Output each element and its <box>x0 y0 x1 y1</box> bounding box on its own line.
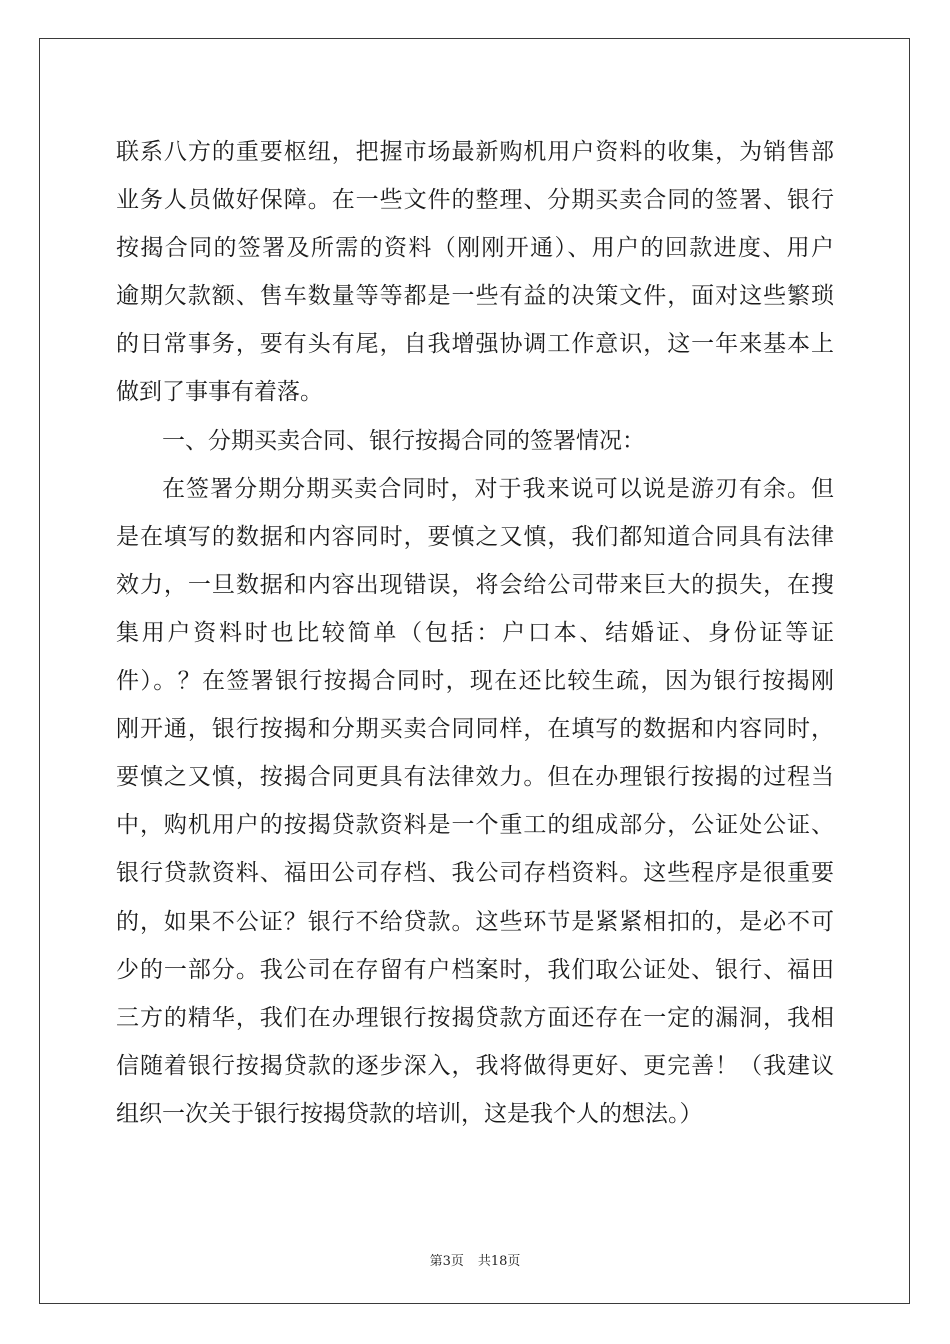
text-line: 件）。？在签署银行按揭合同时，现在还比较生疏，因为银行按揭刚 <box>116 668 834 695</box>
text-line: 三方的精华，我们在办理银行按揭贷款方面还存在一定的漏洞，我相 <box>116 1004 834 1031</box>
text-line: 要慎之又慎，按揭合同更具有法律效力。但在办理银行按揭的过程当 <box>116 764 834 791</box>
text-line: 的，如果不公证？银行不给贷款。这些环节是紧紧相扣的，是必不可 <box>116 908 834 935</box>
text-line: 在签署分期分期买卖合同时，对于我来说可以说是游刃有余。但 <box>162 475 834 502</box>
text-line: 业务人员做好保障。在一些文件的整理、分期买卖合同的签署、银行 <box>116 187 834 214</box>
text-line: 银行贷款资料、福田公司存档、我公司存档资料。这些程序是很重要 <box>116 860 834 887</box>
text-line: 逾期欠款额、售车数量等等都是一些有益的决策文件，面对这些繁琐 <box>116 283 834 310</box>
text-line: 信随着银行按揭贷款的逐步深入，我将做得更好、更完善！（我建议 <box>116 1052 834 1079</box>
text-line: 按揭合同的签署及所需的资料（刚刚开通）、用户的回款进度、用户 <box>116 235 834 262</box>
text-line: 的日常事务，要有头有尾，自我增强协调工作意识，这一年来基本上 <box>116 331 834 358</box>
text-line: 集用户资料时也比较简单（包括：户口本、结婚证、身份证等证 <box>116 619 834 646</box>
page-number: 第3页 <box>429 1254 464 1269</box>
page-footer <box>0 1250 950 1269</box>
text-line: 中，购机用户的按揭贷款资料是一个重工的组成部分，公证处公证、 <box>116 812 834 839</box>
text-line: 组织一次关于银行按揭贷款的培训，这是我个人的想法。） <box>116 1100 703 1127</box>
text-line: 效力，一旦数据和内容出现错误，将会给公司带来巨大的损失，在搜 <box>116 571 834 598</box>
text-line: 是在填写的数据和内容同时，要慎之又慎，我们都知道合同具有法律 <box>116 523 834 550</box>
text-line: 少的一部分。我公司在存留有户档案时，我们取公证处、银行、福田 <box>116 956 834 983</box>
text-line: 联系八方的重要枢纽，把握市场最新购机用户资料的收集，为销售部 <box>116 139 834 165</box>
document-body <box>116 128 834 1138</box>
text-line: 刚开通，银行按揭和分期买卖合同同样，在填写的数据和内容同时， <box>116 716 834 743</box>
text-line: 做到了事事有着落。 <box>116 379 323 406</box>
total-pages: 共18页 <box>477 1254 521 1269</box>
section-heading: 一、分期买卖合同、银行按揭合同的签署情况： <box>162 427 645 454</box>
